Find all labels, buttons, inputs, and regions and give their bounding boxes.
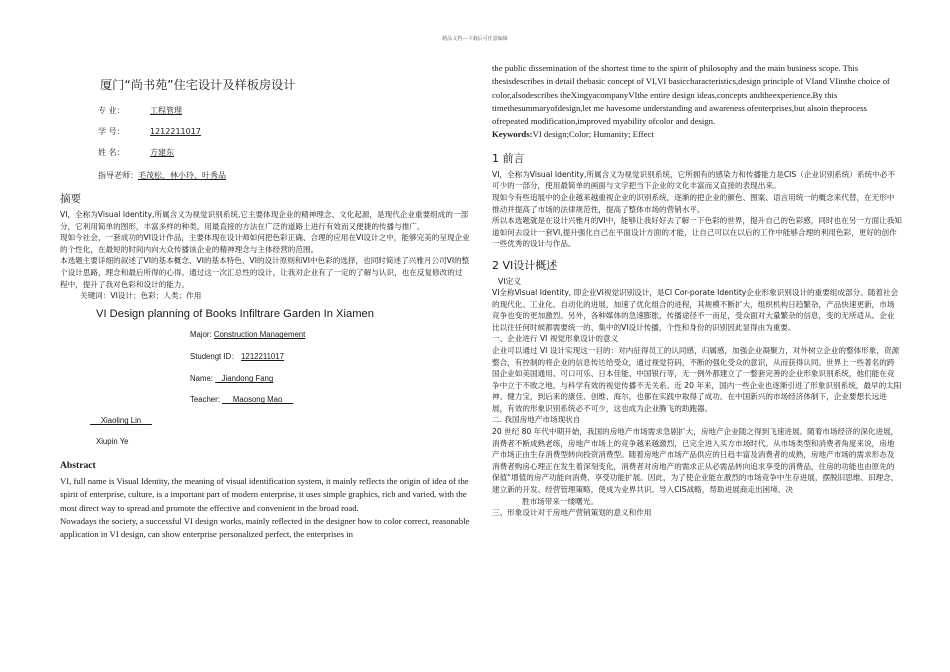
page-title: 厦门“尚书苑”住宅设计及样板房设计 xyxy=(100,78,296,92)
keywords-en-label: Keywords: xyxy=(492,129,533,140)
section-1-paragraph: 现如今有些追展中的企业越来越重视企业的识别系统，逐渐的把企业的颜色、图案、语言用统一的概念来代替，在无形中推动并提高了市场的法律规范性，提高了整体市场的营销水平。 xyxy=(492,192,895,214)
en-info-label: Teacher: xyxy=(190,395,223,405)
abstract-en-heading: Abstract xyxy=(60,460,96,472)
abstract-cn-paragraph: VI，全称为Visual Identity,所属含义为视觉识别系统,它主要体现企业的精神理念、文化起源，是现代企业重要组成的一部分，它利用简单的图形，丰富多样的种类，用最直接的方法在广泛的道路上进行有效而又便捷的传播与推广。 xyxy=(60,210,469,231)
info-label: 专 业： xyxy=(98,106,125,115)
en-info-label: Studengt ID： xyxy=(190,352,242,362)
section-2-paragraph: 20 世纪 80 年代中期开始，我国的房地产市场需求急剧扩大，房地产企业随之得到飞速进展。随着市场经济的深化进展，消费者不断成熟老练，房地产市场上的竞争越来越激烈，已完全进入买方市场时代。从市场类型和消费者角度来说，房地产市场正由生存消费型转向投资消费型。随着房地产市场产品供应的日趋丰富及消费者的成熟，房地产市场的需求形态及消费者购房心理正在发生着深刻变化，消费者对房地产的需求正从必需品转向追求享受的消费品，住房的功能也由原先的保值“增值的房产功能向消费、享受功能扩展。因此，为了使企业能在激烈的市场竞争中生存进展，摆脱旧思维、旧理念，建立新的开发、经营管理策略，使成为业界共识。导入CIS战略，帮助进展商走出困境、决 xyxy=(492,427,899,495)
info-label: 姓 名： xyxy=(98,148,125,157)
en-teacher-3: Xiupin Ye xyxy=(96,437,129,447)
english-title: VI Design planning of Books Infiltrare Garden In Xiamen xyxy=(96,308,374,321)
en-info-value: Jiandong Fang xyxy=(215,374,274,384)
en-teacher-2 xyxy=(90,416,470,425)
en-info-label: Major: xyxy=(190,330,214,340)
info-advisor xyxy=(98,170,470,181)
section-1-heading: 1 前言 xyxy=(492,151,525,165)
abstract-cn-heading: 摘要 xyxy=(60,193,81,205)
section-1-paragraph: VI，全称为Visual Identity,所属含义为视觉识别系统，它所拥有的感染力和传播能力是CIS（企业识别系统）系统中必不可少的一部分，使用最简单的画面与文字把当下企业的文化丰富而又直接的表现出来。 xyxy=(492,169,895,191)
keywords-en-value: VI design;Color; Humanity; Effect xyxy=(532,129,654,140)
info-value: 工程管理 xyxy=(150,106,182,115)
en-info-major xyxy=(190,330,470,339)
en-info-label: Name: xyxy=(190,374,216,384)
abstract-en-continued: the public dissemination of the shortest time to the spirit of philosophy and the main business scope. This thesisdescribes in detail thebasic concept of VI,VI basiccharacteristics,design principle of VIand VIinthe choice of color,alsodescribes theXingyacompanyVIthe entire design ideas,concepts andtheexperience.By this timethesummaryofdesign,let me havesome understanding and awareness ofenterprises,but alsoin theprocess ofrepeated modification,improved myability ofcolor and design. xyxy=(492,63,890,127)
keywords-cn: 关键词：VI设计；色彩；人类；作用 xyxy=(80,291,202,301)
section-2-subheading: VI定义 xyxy=(498,276,522,286)
abstract-en-paragraph: Nowadays the society, a successful VI design works, mainly reflected in the designer how to color correct, reasonable application in VI design, can show enterprise personalized perfect, the enterprises in xyxy=(60,516,470,540)
section-2-paragraph: 企业可以通过 VI 设计实现这一目的：对内征得员工的认同感，归属感，加强企业凝聚力，对外树立企业的整体形象，资源整合，有控制的将企业的信息传达给受众，通过视觉符码，不断的强化受众的意识，从而获得认同。世界上一些著名的跨国企业如美国通用、可口可乐、日本佳能、中国银行等，无一例外都建立了一整套完善的企业形象识别系统，他们能在竞争中立于不败之地，与科学有效的视觉传播不无关系。近 20 年来，国内一些企业也逐渐引进了形象识别系统，最早的太阳神、健力宝，到后来的康佳、创维、海尔，也都在实践中取得了成功。在中国新兴的市场经济体制下，企业要想长远进展，有效的形象识别系统必不可少，这也成为企业腾飞的助跑器。 xyxy=(492,345,902,413)
section-2-subsection-title: 三、形象设计对于房地产营销策划的意义和作用 xyxy=(492,508,652,518)
section-2-subsection-title: 一、企业进行 VI 视觉形象设计的意义 xyxy=(492,334,619,344)
advisor-value: 毛茂松、林小玲、叶秀品 xyxy=(138,171,226,180)
info-label: 学 号： xyxy=(98,127,125,136)
right-column xyxy=(492,62,902,519)
en-info-value: Maosong Mao xyxy=(222,395,294,405)
info-student-id xyxy=(98,126,470,137)
info-value: 方建东 xyxy=(150,148,174,157)
section-2-paragraph: VI全称Visual Identity, 即企业VI视觉识别设计，是CI Cor-porate Identity企业形象识别设计的重要组成部分。随着社会的现代化、工业化、自动化的进展，加速了优化组合的进程，其规模不断扩大，组织机构日趋繁杂，产品快速更新，市场竞争也变的更加激烈。另外，各种媒体的急速膨胀，传播途径不一而足，受众面对大量繁杂的信息，变的无所适从。企业比以往任何时候都需要统一的、集中的VI设计传播，个性和身份的识别因此显得由为重要。 xyxy=(492,287,899,332)
section-2-subsection-title: 二. 我国房地产市场现状自 xyxy=(492,415,581,425)
en-info-name xyxy=(190,374,470,383)
section-2-heading: 2 VI设计概述 xyxy=(492,258,558,272)
abstract-en-paragraph: VI, full name is Visual Identity, the meaning of visual identification system, it mainly reflects the origin of idea of the spirit of enterprise, culture, is a important part of modern enterprise, it uses simple graphics, rich and varied, with the most direct way to spread and promote the effective and convenient in the broad road. xyxy=(60,476,469,513)
advisor-label: 指导老师： xyxy=(98,171,138,180)
en-info-value: Construction Management xyxy=(213,330,306,340)
section-2-paragraph-end: 胜市场带来一缕曙光。 xyxy=(522,496,598,506)
en-teacher-2-value: Xiaoling Lin xyxy=(90,416,152,426)
info-value: 1212211017 xyxy=(150,127,201,136)
en-info-student-id xyxy=(190,351,470,362)
keywords-en xyxy=(492,128,902,141)
abstract-cn-paragraph: 现如今社会，一套成功的VI设计作品，主要体现在设计师如何把色彩正确、合理的应用在VI设计之中，能够完美的呈现企业的个性化，在最短的时间内向大众传播该企业的精神理念与主体经营的范围。 xyxy=(60,233,470,254)
en-info-value: 1212211017 xyxy=(241,352,284,362)
info-major xyxy=(98,105,470,116)
en-info-teacher xyxy=(190,395,470,404)
info-name xyxy=(98,147,470,158)
abstract-cn-paragraph: 本选题主要详细的叙述了VI的基本概念、VI的基本特色、VI的设计原则和VI中色彩的选择，也同时简述了兴雅月公司VI的整个设计思路，理念和最后所得的心得。通过这一次汇总性的设计，让我对企业有了一定的了解与认识，也在反复修改的过程中，提升了我对色彩和设计的能力。 xyxy=(60,256,470,289)
section-1-paragraph: 所以本选题就是在设计兴雅月的VI中，能够让我好好去了解一下色彩的世界，提升自己的色彩感，同时也在另一方面让我知道如何去设计一套VI,提升强化自己在平面设计方面的才能，让自己可以在以后的工作中能够合理的利用色彩，更好的创作一些优秀的设计与作品。 xyxy=(492,216,902,249)
page-header-note: 精品文档---下载后可任意编辑 xyxy=(442,36,508,42)
left-column xyxy=(60,62,470,542)
